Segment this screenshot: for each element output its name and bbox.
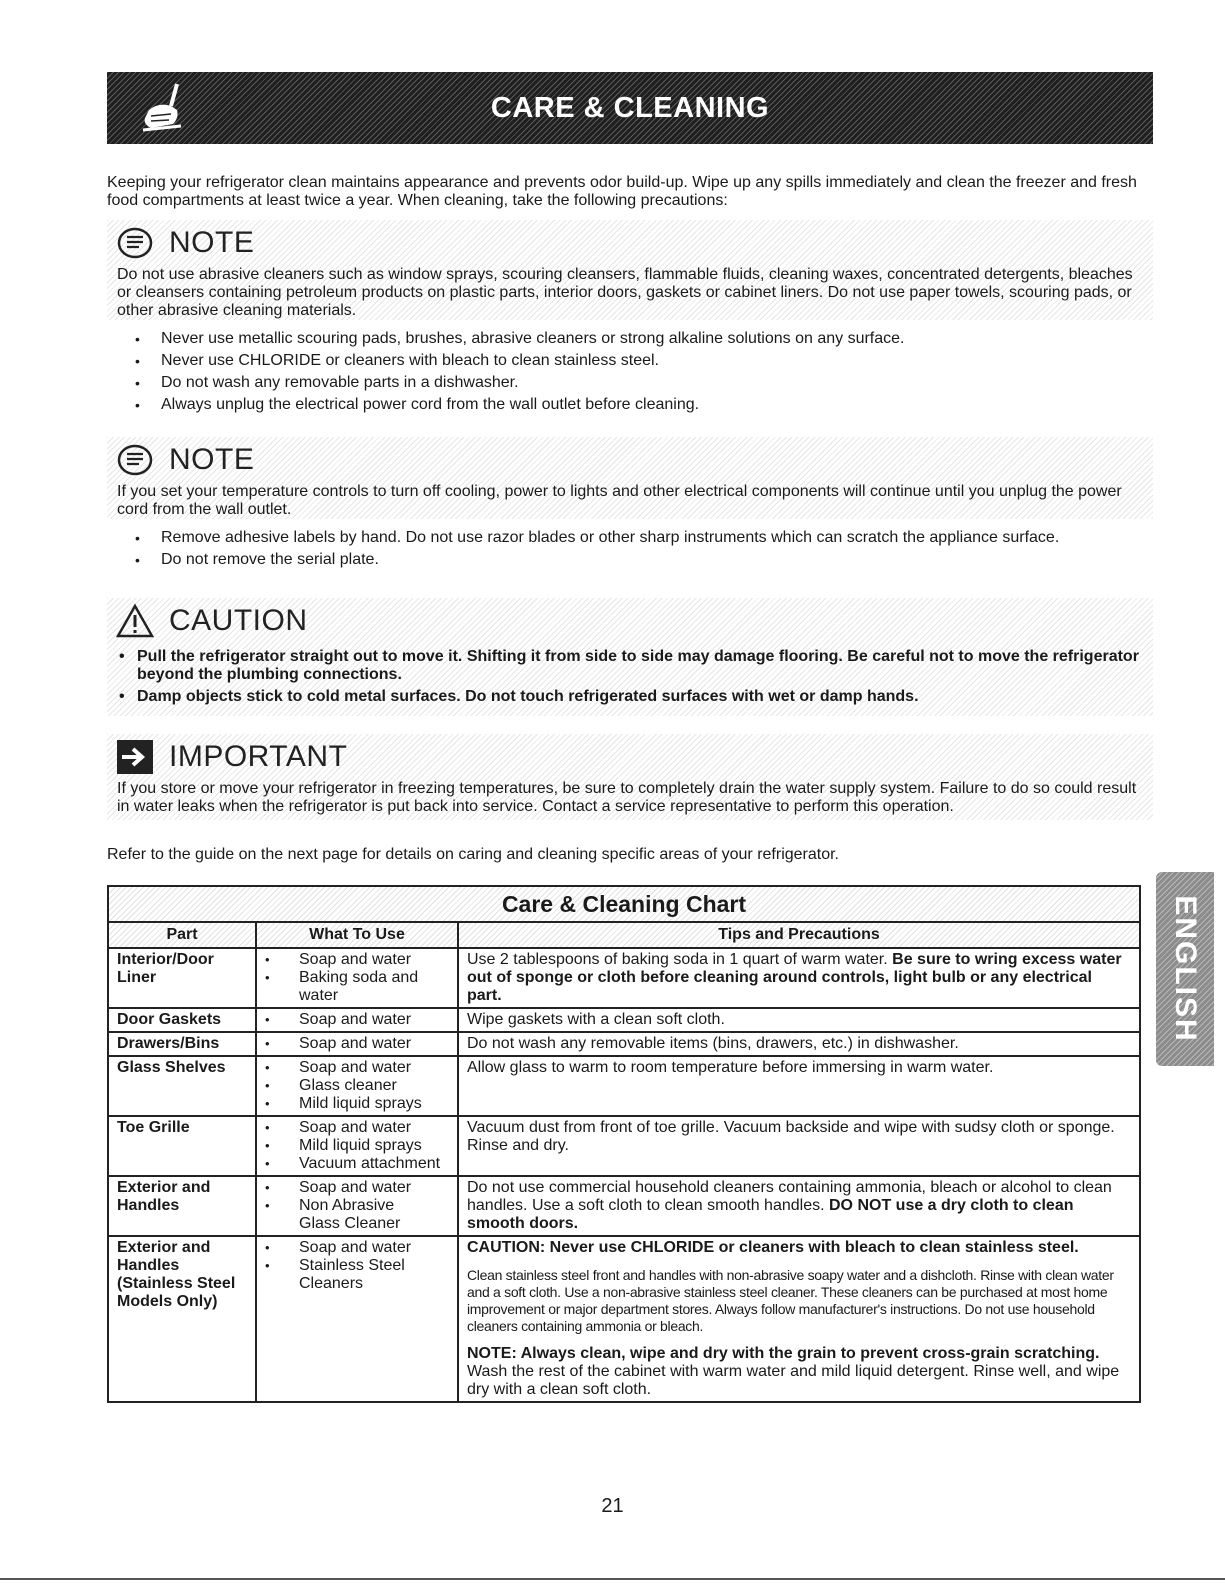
important-section <box>107 734 1153 820</box>
page-title: CARE & CLEANING <box>490 91 770 124</box>
refer-text: Refer to the guide on the next page for details on caring and cleaning specific areas of your refrigerator. <box>107 846 839 863</box>
part-cell: Glass Shelves <box>108 1056 256 1116</box>
table-row <box>108 1116 1140 1176</box>
important-text: If you store or move your refrigerator in freezing temperatures, be sure to completely drain the water supply system. Failure to do so could result in water leaks when the refrigerator is put back into service. Contact a service representative to perform this operation. <box>117 780 1137 815</box>
list-item: • Soap and water <box>261 1239 449 1257</box>
list-item: Cleaners <box>299 1275 364 1292</box>
note-1-header <box>107 220 1153 266</box>
note-2-header <box>107 437 1153 483</box>
table-row <box>108 1008 1140 1032</box>
list-item: • Glass cleaner <box>261 1077 449 1095</box>
chart-title: Care & Cleaning Chart <box>108 886 1140 922</box>
list-item: • Do not remove the serial plate. <box>129 549 1153 571</box>
tips-cell: Do not wash any removable items (bins, drawers, etc.) in dishwasher. <box>458 1032 1140 1056</box>
tips-note <box>467 1345 1131 1399</box>
list-item: • Vacuum attachment <box>261 1155 449 1173</box>
column-header-part: Part <box>108 922 256 948</box>
part-cell: Drawers/Bins <box>108 1032 256 1056</box>
tips-cell: Wipe gaskets with a clean soft cloth. <box>458 1008 1140 1032</box>
part-cell: Exterior and Handles (Stainless Steel Models Only) <box>108 1236 256 1402</box>
note-1-text: Do not use abrasive cleaners such as window sprays, scouring cleansers, flammable fluids, cleaning waxes, concentrated detergents, bleaches or cleansers containing petroleum products on plastic parts, interior doors, gaskets or cabinet liners. Do not use paper towels, scouring pads, or other abrasive cleaning materials. <box>117 266 1133 319</box>
list-item: • Soap and water <box>261 1059 449 1077</box>
list-item: • Remove adhesive labels by hand. Do not use razor blades or other sharp instruments which can scratch the appliance surface. <box>129 527 1153 549</box>
what-to-use-cell <box>256 1176 458 1236</box>
language-tab <box>1156 872 1214 1066</box>
bottom-divider <box>0 1578 1225 1580</box>
section-banner <box>107 72 1153 144</box>
tips-cell <box>458 948 1140 1008</box>
tips-bold-text: DO NOT use a dry cloth to clean smooth doors. <box>467 1197 1074 1232</box>
table-row <box>108 948 1140 1008</box>
list-item: • Soap and water <box>261 1035 449 1053</box>
part-cell: Toe Grille <box>108 1116 256 1176</box>
list-item: • Mild liquid sprays <box>261 1095 449 1113</box>
what-to-use-cell <box>256 1056 458 1116</box>
note-icon <box>115 442 155 478</box>
tips-note-text: Wash the rest of the cabinet with warm water and mild liquid detergent. Rinse well, and wipe dry with a clean soft cloth. <box>467 1363 1120 1398</box>
precaution-list-1 <box>107 328 1153 416</box>
note-2-text: If you set your temperature controls to turn off cooling, power to lights and other electrical components will continue until you unplug the power cord from the wall outlet. <box>117 483 1122 518</box>
tips-caution-text: CAUTION: Never use CHLORIDE or cleaners with bleach to clean stainless steel. <box>467 1239 1079 1256</box>
list-item: • Damp objects stick to cold metal surfaces. Do not touch refrigerated surfaces with wet or damp hands. <box>117 688 1143 706</box>
list-item: • Soap and water <box>261 1119 449 1137</box>
note-1-box <box>107 220 1153 320</box>
arrow-right-icon <box>115 739 155 775</box>
tips-cell <box>458 1236 1140 1402</box>
list-item: • Do not wash any removable parts in a dishwasher. <box>129 372 1153 394</box>
table-row <box>108 1032 1140 1056</box>
tips-bold-text: Be sure to wring excess water out of sponge or cloth before cleaning around controls, light bulb or any electrical part. <box>467 951 1122 1004</box>
what-to-use-cell <box>256 948 458 1008</box>
tips-text: Do not use commercial household cleaners containing ammonia, bleach or alcohol to clean handles. Use a soft cloth to clean smooth handles. <box>467 1179 1112 1214</box>
tips-cell: Allow glass to warm to room temperature before immersing in warm water. <box>458 1056 1140 1116</box>
list-item: • Soap and water <box>261 1011 449 1029</box>
list-item: water <box>299 987 339 1004</box>
part-cell: Door Gaskets <box>108 1008 256 1032</box>
what-to-use-cell <box>256 1032 458 1056</box>
what-to-use-cell <box>256 1236 458 1402</box>
what-to-use-cell <box>256 1008 458 1032</box>
tips-small-text: Clean stainless steel front and handles with non-abrasive soapy water and a dishcloth. Rinse with clean water and a soft cloth. Use a non-abrasive stainless steel cleaner. These cleaners can be purchased at most home improvement or major department stores. Always follow manufacturer's instructions. Do not use household cleaners containing ammonia or bleach. <box>467 1267 1114 1334</box>
list-item: • Soap and water <box>261 951 449 969</box>
cleaning-hand-icon <box>137 80 195 136</box>
precaution-list-2 <box>107 527 1153 571</box>
tips-text: Use 2 tablespoons of baking soda in 1 quart of warm water. <box>467 951 893 968</box>
column-header-what-to-use: What To Use <box>256 922 458 948</box>
part-cell: Exterior and Handles <box>108 1176 256 1236</box>
list-item: • Mild liquid sprays <box>261 1137 449 1155</box>
list-item: • Baking soda and <box>261 969 449 987</box>
table-row <box>108 1236 1140 1402</box>
important-header <box>107 734 1153 780</box>
what-to-use-cell <box>256 1116 458 1176</box>
note-section-1 <box>107 220 1153 416</box>
caution-list <box>107 648 1153 706</box>
list-item: • Pull the refrigerator straight out to move it. Shifting it from side to side may damage flooring. Be careful not to move the refrigerator beyond the plumbing connections. <box>117 648 1143 684</box>
note-2-box <box>107 437 1153 519</box>
note-1-label: NOTE <box>169 226 255 259</box>
list-item: • Soap and water <box>261 1179 449 1197</box>
important-label: IMPORTANT <box>169 740 348 773</box>
list-item: • Never use metallic scouring pads, brushes, abrasive cleaners or strong alkaline solutions on any surface. <box>129 328 1153 350</box>
note-icon <box>115 225 155 261</box>
table-row <box>108 1176 1140 1236</box>
note-section-2 <box>107 437 1153 571</box>
warning-triangle-icon <box>115 603 155 639</box>
part-cell: Interior/Door Liner <box>108 948 256 1008</box>
care-cleaning-chart <box>107 885 1141 1403</box>
column-header-tips: Tips and Precautions <box>458 922 1140 948</box>
list-item: • Stainless Steel <box>261 1257 449 1275</box>
caution-section <box>107 598 1153 716</box>
list-item: • Non Abrasive <box>261 1197 449 1215</box>
intro-paragraph: Keeping your refrigerator clean maintains appearance and prevents odor build-up. Wipe up any spills immediately and clean the freezer and fresh food compartments at least twice a year. When cleaning, take the following precautions: <box>107 174 1137 209</box>
page-number: 21 <box>601 1495 624 1517</box>
caution-header <box>107 598 1153 644</box>
tips-cell <box>458 1176 1140 1236</box>
note-2-label: NOTE <box>169 443 255 476</box>
table-row <box>108 1056 1140 1116</box>
list-item: Glass Cleaner <box>299 1215 401 1232</box>
language-tab-label: ENGLISH <box>1169 895 1202 1043</box>
caution-label: CAUTION <box>169 604 308 637</box>
list-item: • Never use CHLORIDE or cleaners with bleach to clean stainless steel. <box>129 350 1153 372</box>
list-item: • Always unplug the electrical power cord from the wall outlet before cleaning. <box>129 394 1153 416</box>
tips-cell: Vacuum dust from front of toe grille. Vacuum backside and wipe with sudsy cloth or sponge. Rinse and dry. <box>458 1116 1140 1176</box>
tips-note-bold: NOTE: Always clean, wipe and dry with the grain to prevent cross-grain scratching. <box>467 1345 1100 1362</box>
